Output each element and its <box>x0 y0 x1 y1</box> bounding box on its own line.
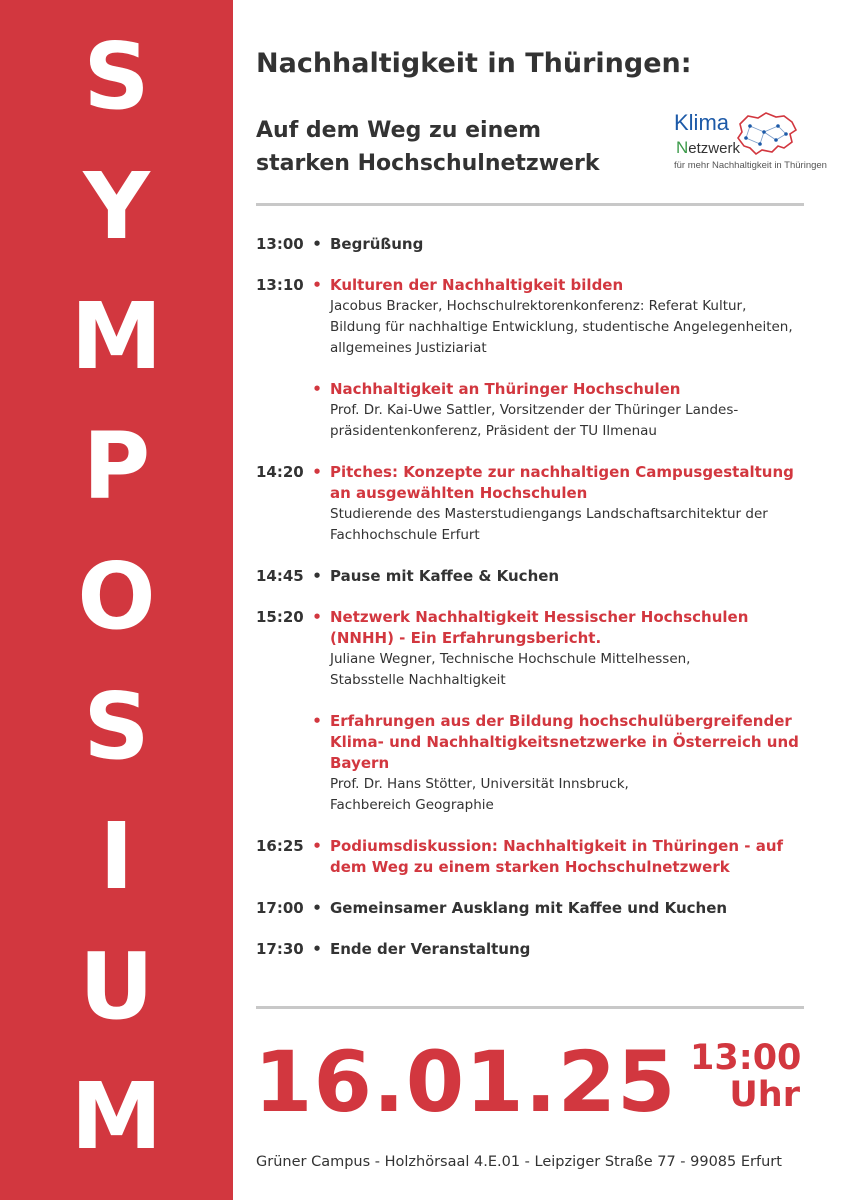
logo-word-klima: Klima <box>674 110 730 135</box>
agenda-title: Kulturen der Nachhaltigkeit bilden <box>330 276 624 294</box>
agenda-title: Podiumsdiskussion: Nachhaltigkeit in Thüringen - auf dem Weg zu einem starken Hochschulnetzwerk <box>330 837 784 876</box>
agenda-title: Pitches: Konzepte zur nachhaltigen Campusgestaltung an ausgewählten Hochschulen <box>330 463 794 502</box>
symposium-letter: S <box>83 23 150 130</box>
agenda-title: Ende der Veranstaltung <box>330 940 531 958</box>
symposium-letter: S <box>83 673 150 780</box>
logo-word-netzwerk <box>676 138 740 158</box>
agenda-time: 15:20 <box>256 608 304 626</box>
bullet-icon: • <box>312 940 322 958</box>
event-time-value: 13:00 <box>690 1038 802 1078</box>
agenda-description-line: allgemeines Justiziariat <box>330 340 487 356</box>
symposium-letter: U <box>79 933 154 1040</box>
symposium-letter: M <box>70 283 163 390</box>
event-time-unit: Uhr <box>729 1075 800 1115</box>
agenda-title: Netzwerk Nachhaltigkeit Hessischer Hochschulen (NNHH) - Ein Erfahrungsbericht. <box>330 608 749 647</box>
agenda-item <box>256 711 816 816</box>
agenda-time: 14:20 <box>256 463 304 481</box>
agenda-description-line: Prof. Dr. Kai-Uwe Sattler, Vorsitzender der Thüringer Landes- <box>330 402 739 418</box>
agenda-title: Gemeinsamer Ausklang mit Kaffee und Kuchen <box>330 899 728 917</box>
agenda-description-line: Jacobus Bracker, Hochschulrektorenkonferenz: Referat Kultur, <box>330 298 747 314</box>
agenda-description-line: Fachbereich Geographie <box>330 797 494 813</box>
event-date: 16.01.25 <box>254 1033 677 1131</box>
subtitle-line-1: Auf dem Weg zu einem <box>256 118 542 143</box>
agenda-description-line: Studierende des Masterstudiengangs Landschaftsarchitektur der <box>330 506 768 522</box>
agenda-description-line: Bildung für nachhaltige Entwicklung, studentische Angelegenheiten, <box>330 319 793 335</box>
logo-initial: N <box>676 138 689 157</box>
agenda-item <box>256 275 816 359</box>
agenda-item <box>256 836 816 878</box>
event-time <box>690 1040 800 1114</box>
symposium-letter: M <box>70 1063 163 1170</box>
divider <box>256 1006 804 1009</box>
klima-netzwerk-logo <box>672 108 827 174</box>
agenda-title: Erfahrungen aus der Bildung hochschulübergreifender Klima- und Nachhaltigkeitsnetzwerke in Österreich und Bayern <box>330 712 799 772</box>
agenda-time: 16:25 <box>256 837 304 855</box>
agenda <box>256 234 816 980</box>
agenda-time: 13:10 <box>256 276 304 294</box>
agenda-time: 13:00 <box>256 235 304 253</box>
agenda-time: 14:45 <box>256 567 304 585</box>
agenda-item <box>256 379 816 442</box>
agenda-title: Begrüßung <box>330 235 424 253</box>
agenda-title: Nachhaltigkeit an Thüringer Hochschulen <box>330 380 681 398</box>
page-title: Nachhaltigkeit in Thüringen: <box>256 48 692 79</box>
agenda-description-line: präsidentenkonferenz, Präsident der TU Ilmenau <box>330 423 657 439</box>
subtitle-line-2: starken Hochschulnetzwerk <box>256 151 600 176</box>
divider <box>256 203 804 206</box>
bullet-icon: • <box>312 276 322 294</box>
agenda-description-line: Prof. Dr. Hans Stötter, Universität Innsbruck, <box>330 776 629 792</box>
event-venue: Grüner Campus - Holzhörsaal 4.E.01 - Leipziger Straße 77 - 99085 Erfurt <box>256 1154 782 1170</box>
agenda-item <box>256 939 816 960</box>
agenda-item <box>256 566 816 587</box>
bullet-icon: • <box>312 567 322 585</box>
bullet-icon: • <box>312 837 322 855</box>
agenda-description-line: Fachhochschule Erfurt <box>330 527 480 543</box>
bullet-icon: • <box>312 235 322 253</box>
agenda-title: Pause mit Kaffee & Kuchen <box>330 567 560 585</box>
page-subtitle <box>256 114 599 180</box>
agenda-item <box>256 898 816 919</box>
bullet-icon: • <box>312 899 322 917</box>
agenda-time: 17:00 <box>256 899 304 917</box>
agenda-time: 17:30 <box>256 940 304 958</box>
bullet-icon: • <box>312 463 322 481</box>
symposium-letter: I <box>99 803 134 910</box>
agenda-description-line: Stabsstelle Nachhaltigkeit <box>330 672 506 688</box>
bullet-icon: • <box>312 380 322 398</box>
bullet-icon: • <box>312 712 322 730</box>
agenda-description-line: Juliane Wegner, Technische Hochschule Mittelhessen, <box>330 651 691 667</box>
symposium-letter: O <box>77 543 156 650</box>
symposium-letter: P <box>82 413 151 520</box>
thuringia-map-icon <box>734 110 798 156</box>
agenda-item <box>256 462 816 546</box>
sidebar <box>0 0 233 1200</box>
agenda-item <box>256 607 816 691</box>
symposium-letter: Y <box>83 153 150 260</box>
bullet-icon: • <box>312 608 322 626</box>
logo-word-rest: etzwerk <box>688 140 740 157</box>
logo-tagline: für mehr Nachhaltigkeit in Thüringen <box>674 160 827 171</box>
agenda-item <box>256 234 816 255</box>
